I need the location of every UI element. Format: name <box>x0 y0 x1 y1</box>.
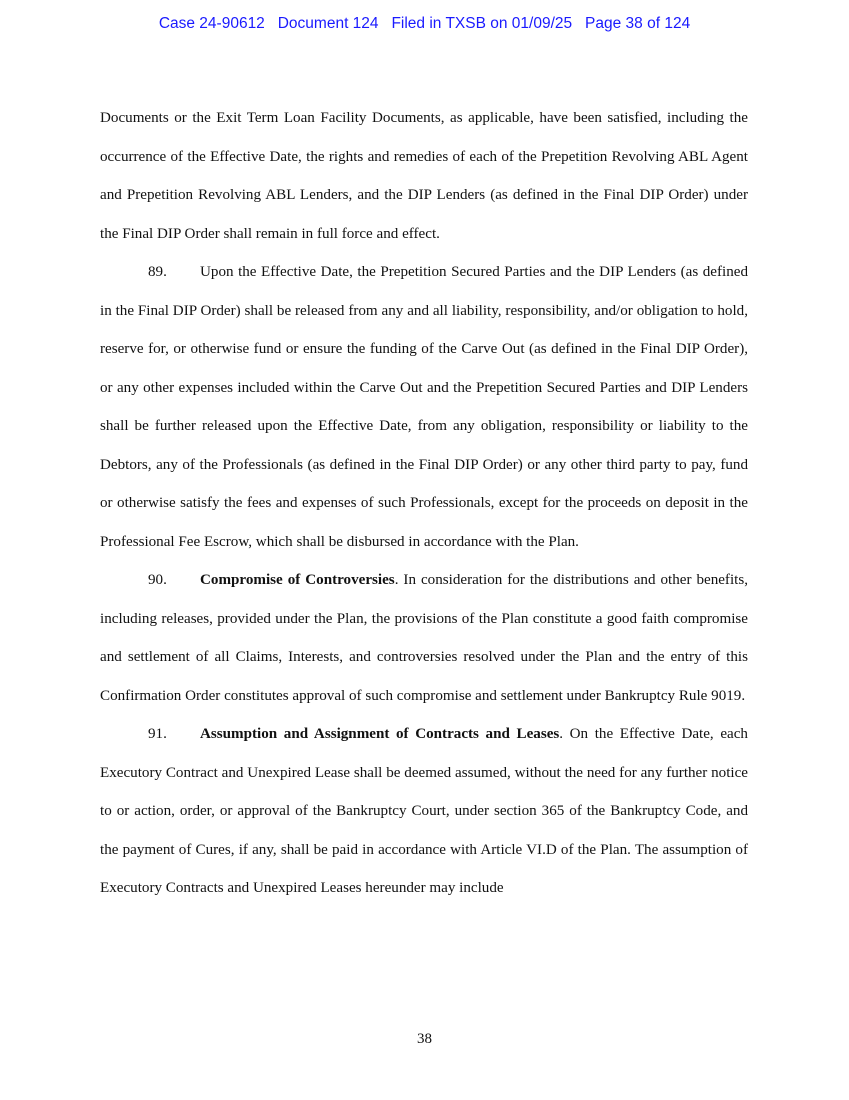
document-body <box>100 99 748 908</box>
paragraph-text: Upon the Effective Date, the Prepetition Secured Parties and the DIP Lenders (as defined in the Final DIP Order) shall be released from any and all liability, responsibility, and/or obligation to hold, reserve for, or otherwise fund or ensure the funding of the Carve Out (as defined in the Final DIP Order), or any other expenses included within the Carve Out and the Prepetition Secured Parties and DIP Lenders shall be further released upon the Effective Date, from any obligation, responsibility or liability to the Debtors, any of the Professionals (as defined in the Final DIP Order) or any other third party to pay, fund or otherwise satisfy the fees and expenses of such Professionals, except for the proceeds on deposit in the Professional Fee Escrow, which shall be disbursed in accordance with the Plan. <box>100 264 748 550</box>
paragraph-90 <box>100 561 748 715</box>
paragraph-89 <box>100 253 748 561</box>
paragraph-number: 89. <box>148 264 167 280</box>
paragraph-heading: Assumption and Assignment of Contracts and Leases <box>200 726 560 742</box>
paragraph-heading: Compromise of Controversies <box>200 572 395 588</box>
paragraph-91 <box>100 715 748 908</box>
paragraph-text: . In consideration for the distributions and other benefits, including releases, provided under the Plan, the provisions of the Plan constitute a good faith compromise and settlement of all Claims, Interests, and controversies resolved under the Plan and the entry of this Confirmation Order constitutes approval of such compromise and settlement under Bankruptcy Rule 9019. <box>100 572 748 704</box>
paragraph-continuation <box>100 99 748 253</box>
paragraph-number: 90. <box>148 572 167 588</box>
paragraph-number: 91. <box>148 726 167 742</box>
page-number: 38 <box>417 1031 432 1047</box>
paragraph-text: . On the Effective Date, each Executory Contract and Unexpired Lease shall be deemed assumed, without the need for any further notice to or action, order, or approval of the Bankruptcy Court, under section 365 of the Bankruptcy Code, and the payment of Cures, if any, shall be paid in accordance with Article VI.D of the Plan. The assumption of Executory Contracts and Unexpired Leases hereunder may include <box>100 726 748 896</box>
filing-header: Case 24-90612 Document 124 Filed in TXSB on 01/09/25 Page 38 of 124 <box>158 15 691 32</box>
paragraph-text: Documents or the Exit Term Loan Facility Documents, as applicable, have been satisfied, including the occurrence of the Effective Date, the rights and remedies of each of the Prepetition Revolving ABL Agent and Prepetition Revolving ABL Lenders, and the DIP Lenders (as defined in the Final DIP Order) under the Final DIP Order shall remain in full force and effect. <box>100 110 748 242</box>
